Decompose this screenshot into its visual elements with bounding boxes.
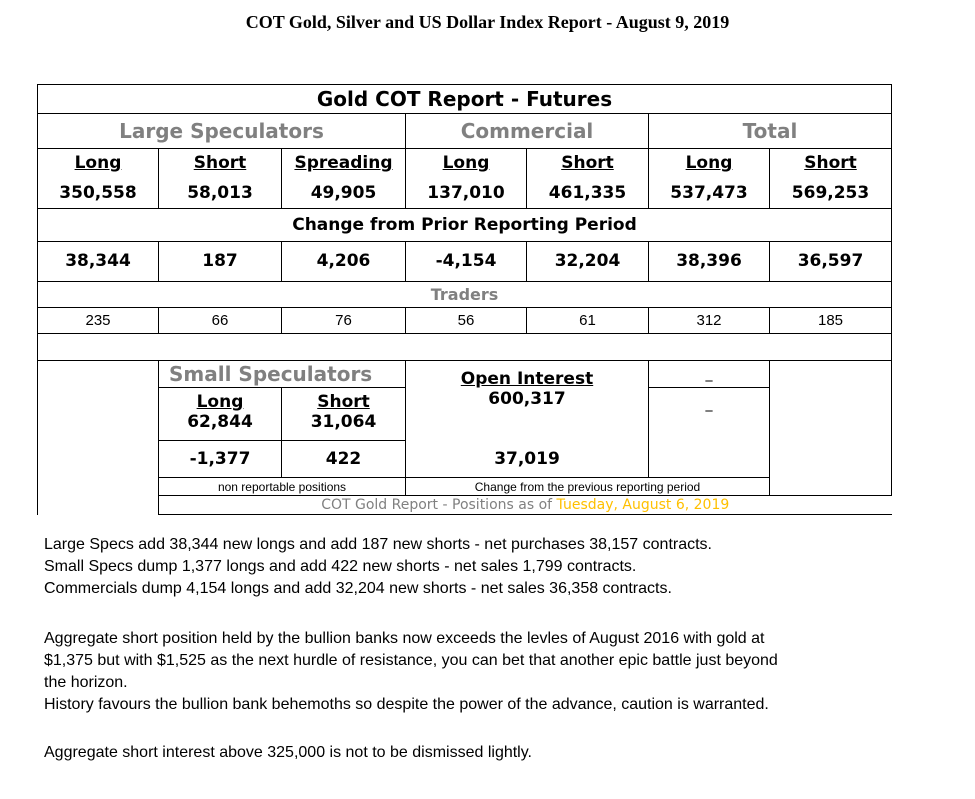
change-value: 38,396 (649, 241, 770, 281)
dash-cell-1: _ (649, 361, 770, 388)
blank-left-cell (38, 361, 159, 515)
blank-right-cell (770, 361, 892, 496)
traders-header: Traders (38, 281, 892, 307)
small-long-label: Long (196, 392, 244, 413)
traders-value: 235 (38, 307, 159, 333)
position-value: 58,013 (159, 178, 282, 209)
col-header: Long (38, 148, 159, 177)
position-value: 350,558 (38, 178, 159, 209)
col-header: Short (770, 148, 892, 177)
small-long-change: -1,377 (159, 440, 282, 478)
traders-value: 56 (406, 307, 527, 333)
open-interest-note: Change from the previous reporting period (406, 478, 770, 496)
change-value: 38,344 (38, 241, 159, 281)
position-value: 461,335 (527, 178, 649, 209)
positions-as-of-label: COT Gold Report - Positions as of (321, 497, 553, 513)
position-value: 49,905 (282, 178, 406, 209)
open-interest-value: 600,317 (488, 389, 566, 410)
change-header: Change from Prior Reporting Period (38, 209, 892, 241)
small-specs-title: Small Speculators (159, 361, 406, 388)
positions-as-of (159, 496, 892, 515)
small-long-cell (159, 388, 282, 440)
position-value: 137,010 (406, 178, 527, 209)
group-large-speculators: Large Speculators (38, 114, 406, 149)
open-interest-label: Open Interest (460, 369, 594, 390)
blank-row (38, 333, 892, 360)
page-title: COT Gold, Silver and US Dollar Index Report - August 9, 2019 (245, 12, 730, 32)
gold-cot-table (37, 84, 892, 515)
traders-value: 185 (770, 307, 892, 333)
small-short-label: Short (317, 392, 370, 413)
small-specs-note: non reportable positions (159, 478, 406, 496)
small-short-value: 31,064 (310, 412, 377, 433)
dash-cell-2: _ (649, 388, 770, 440)
change-value: 36,597 (770, 241, 892, 281)
traders-value: 76 (282, 307, 406, 333)
open-interest-change: 37,019 (406, 440, 649, 478)
traders-value: 61 (527, 307, 649, 333)
positions-as-of-date: Tuesday, August 6, 2019 (556, 497, 730, 513)
change-value: -4,154 (406, 241, 527, 281)
group-total: Total (649, 114, 892, 149)
small-short-cell (282, 388, 406, 440)
paragraph-commercials: Commercials dump 4,154 longs and add 32,204 new shorts - net sales 36,358 contracts. (44, 580, 672, 597)
col-header: Short (159, 148, 282, 177)
blank-cell (649, 440, 770, 478)
group-commercial: Commercial (406, 114, 649, 149)
paragraph-aggregate-line-3: the horizon. (44, 674, 128, 691)
change-value: 187 (159, 241, 282, 281)
change-value: 4,206 (282, 241, 406, 281)
traders-value: 312 (649, 307, 770, 333)
col-header: Long (649, 148, 770, 177)
paragraph-aggregate-line-1: Aggregate short position held by the bullion banks now exceeds the levles of August 2016 with gold at (44, 630, 765, 647)
col-header: Long (406, 148, 527, 177)
col-header: Short (527, 148, 649, 177)
change-value: 32,204 (527, 241, 649, 281)
paragraph-large-specs: Large Specs add 38,344 new longs and add 187 new shorts - net purchases 38,157 contracts. (44, 536, 712, 553)
position-value: 537,473 (649, 178, 770, 209)
paragraph-small-specs: Small Specs dump 1,377 longs and add 422 new shorts - net sales 1,799 contracts. (44, 558, 637, 575)
paragraph-aggregate-line-2: $1,375 but with $1,525 as the next hurdle of resistance, you can bet that another epic battle just beyond (44, 652, 778, 669)
position-value: 569,253 (770, 178, 892, 209)
small-long-value: 62,844 (187, 412, 253, 433)
small-short-change: 422 (282, 440, 406, 478)
traders-value: 66 (159, 307, 282, 333)
col-header: Spreading (282, 148, 406, 177)
paragraph-short-interest: Aggregate short interest above 325,000 is not to be dismissed lightly. (44, 744, 532, 761)
paragraph-history: History favours the bullion bank behemoths so despite the power of the advance, caution is warranted. (44, 696, 769, 713)
open-interest-cell (406, 361, 649, 440)
table-title: Gold COT Report - Futures (38, 85, 892, 114)
